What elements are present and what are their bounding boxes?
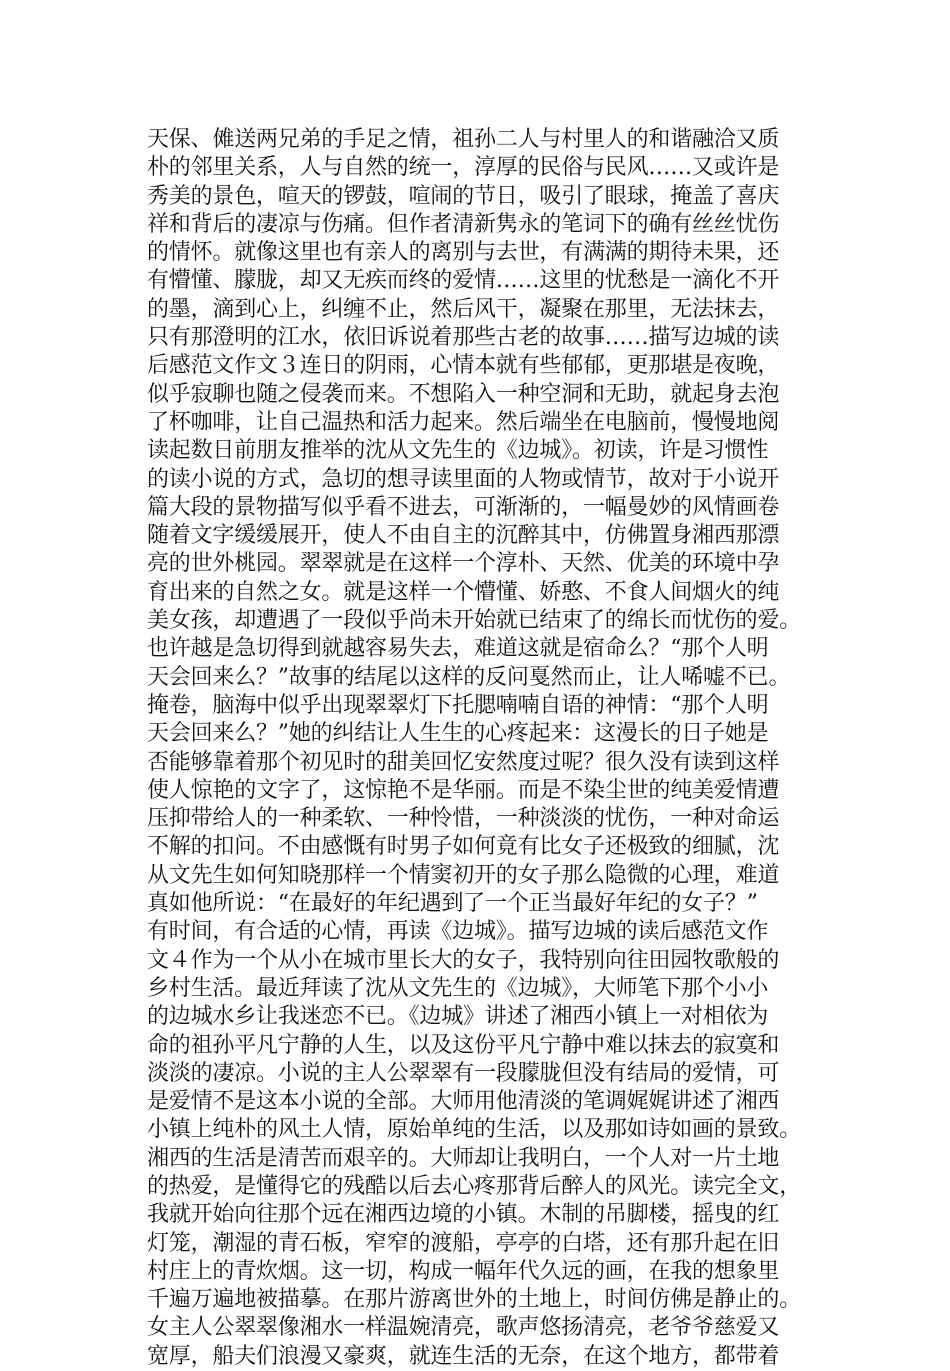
text-line: 后感范文作文３连日的阴雨，心情本就有些郁郁，更那堪是夜晚， <box>147 353 780 379</box>
text-line: 真如他所说：“在最好的年纪遇到了一个正当最好年纪的女子？” <box>147 891 758 917</box>
text-line: 亮的世外桃园。翠翠就是在这样一个淳朴、天然、优美的环境中孕 <box>147 551 780 577</box>
text-line: 天会回来么？”故事的结尾以这样的反问戛然而止，让人唏嘘不已。 <box>147 664 791 690</box>
text-line: 的读小说的方式，急切的想寻读里面的人物或情节，故对于小说开 <box>147 466 780 492</box>
text-line: 使人惊艳的文字了，这惊艳不是华丽。而是不染尘世的纯美爱情遭 <box>147 777 780 803</box>
text-line: 祥和背后的凄凉与伤痛。但作者清新隽永的笔词下的确有丝丝忧伤 <box>147 211 780 237</box>
text-line: 了杯咖啡，让自己温热和活力起来。然后端坐在电脑前，慢慢地阅 <box>147 409 780 435</box>
text-line: 灯笼，潮湿的青石板，窄窄的渡船，亭亭的白塔，还有那升起在旧 <box>147 1230 780 1256</box>
text-line: 宽厚，船夫们浪漫又豪爽，就连生活的无奈，在这个地方，都带着 <box>147 1343 780 1369</box>
text-line: 千遍万遍地被描摹。在那片游离世外的土地上，时间仿佛是静止的。 <box>147 1287 802 1313</box>
text-line: 村庄上的青炊烟。这一切，构成一幅年代久远的画，在我的想象里 <box>147 1258 780 1284</box>
text-line: 随着文字缓缓展开，使人不由自主的沉醉其中，仿佛置身湘西那漂 <box>147 523 780 549</box>
text-line: 压抑带给人的一种柔软、一种怜惜，一种淡淡的忧伤，一种对命运 <box>147 806 780 832</box>
text-line: 篇大段的景物描写似乎看不进去，可渐渐的，一幅曼妙的风情画卷 <box>147 494 780 520</box>
text-line: 是爱情不是这本小说的全部。大师用他清淡的笔调娓娓讲述了湘西 <box>147 1089 780 1115</box>
text-line: 文４作为一个从小在城市里长大的女子，我特别向往田园牧歌般的 <box>147 947 780 973</box>
text-line: 乡村生活。最近拜读了沈从文先生的《边城》，大师笔下那个小小 <box>147 975 769 1001</box>
text-line: 只有那澄明的江水，依旧诉说着那些古老的故事……描写边城的读 <box>147 325 780 351</box>
text-line: 淡淡的凄凉。小说的主人公翠翠有一段朦胧但没有结局的爱情，可 <box>147 1060 780 1086</box>
text-line: 也许越是急切得到就越容易失去，难道这就是宿命么？“那个人明 <box>147 636 769 662</box>
text-line: 朴的邻里关系，人与自然的统一，淳厚的民俗与民风……又或许是 <box>147 155 780 181</box>
text-line: 美女孩，却遭遇了一段似乎尚未开始就已结束了的绵长而忧伤的爱。 <box>147 608 802 634</box>
text-line: 小镇上纯朴的风土人情，原始单纯的生活，以及那如诗如画的景致。 <box>147 1117 802 1143</box>
text-line: 有时间，有合适的心情，再读《边城》。描写边城的读后感范文作 <box>147 919 769 945</box>
text-line: 否能够靠着那个初见时的甜美回忆安然度过呢？很久没有读到这样 <box>147 749 780 775</box>
body-text <box>147 126 827 1371</box>
text-line: 从文先生如何知晓那样一个情窦初开的女子那么隐微的心理，难道 <box>147 862 780 888</box>
text-line: 天保、傩送两兄弟的手足之情，祖孙二人与村里人的和谐融洽又质 <box>147 127 780 152</box>
text-line: 似乎寂聊也随之侵袭而来。不想陷入一种空洞和无助，就起身去泡 <box>147 381 780 407</box>
text-line: 的墨，滴到心上，纠缠不止，然后风干，凝聚在那里，无法抹去， <box>147 296 780 322</box>
text-line: 有懵懂、朦胧，却又无疾而终的爱情……这里的忧愁是一滴化不开 <box>147 268 780 294</box>
text-line: 读起数日前朋友推举的沈从文先生的《边城》。初读，许是习惯性 <box>147 438 769 464</box>
text-line: 我就开始向往那个远在湘西边境的小镇。木制的吊脚楼，摇曳的红 <box>147 1202 780 1228</box>
text-line: 女主人公翠翠像湘水一样温婉清亮，歌声悠扬清亮，老爷爷慈爱又 <box>147 1315 780 1341</box>
text-line: 掩卷，脑海中似乎出现翠翠灯下托腮喃喃自语的神情：“那个人明 <box>147 692 769 718</box>
text-line: 湘西的生活是清苦而艰辛的。大师却让我明白，一个人对一片土地 <box>147 1145 780 1171</box>
text-line: 的情怀。就像这里也有亲人的离别与去世，有满满的期待未果，还 <box>147 240 780 266</box>
text-line: 的边城水乡让我迷恋不已。《边城》讲述了湘西小镇上一对相依为 <box>147 1004 769 1030</box>
text-line: 不解的扣问。不由感慨有时男子如何竟有比女子还极致的细腻，沈 <box>147 834 780 860</box>
text-line: 秀美的景色，喧天的锣鼓，喧闹的节日，吸引了眼球，掩盖了喜庆 <box>147 183 780 209</box>
text-line: 育出来的自然之女。就是这样一个懵懂、娇憨、不食人间烟火的纯 <box>147 579 780 605</box>
text-line: 命的祖孙平凡宁静的人生，以及这份平凡宁静中难以抹去的寂寞和 <box>147 1032 780 1058</box>
text-line: 天会回来么？”她的纠结让人生生的心疼起来：这漫长的日子她是 <box>147 721 769 747</box>
text-line: 的热爱，是懂得它的残酷以后去心疼那背后醉人的风光。读完全文， <box>147 1173 802 1199</box>
